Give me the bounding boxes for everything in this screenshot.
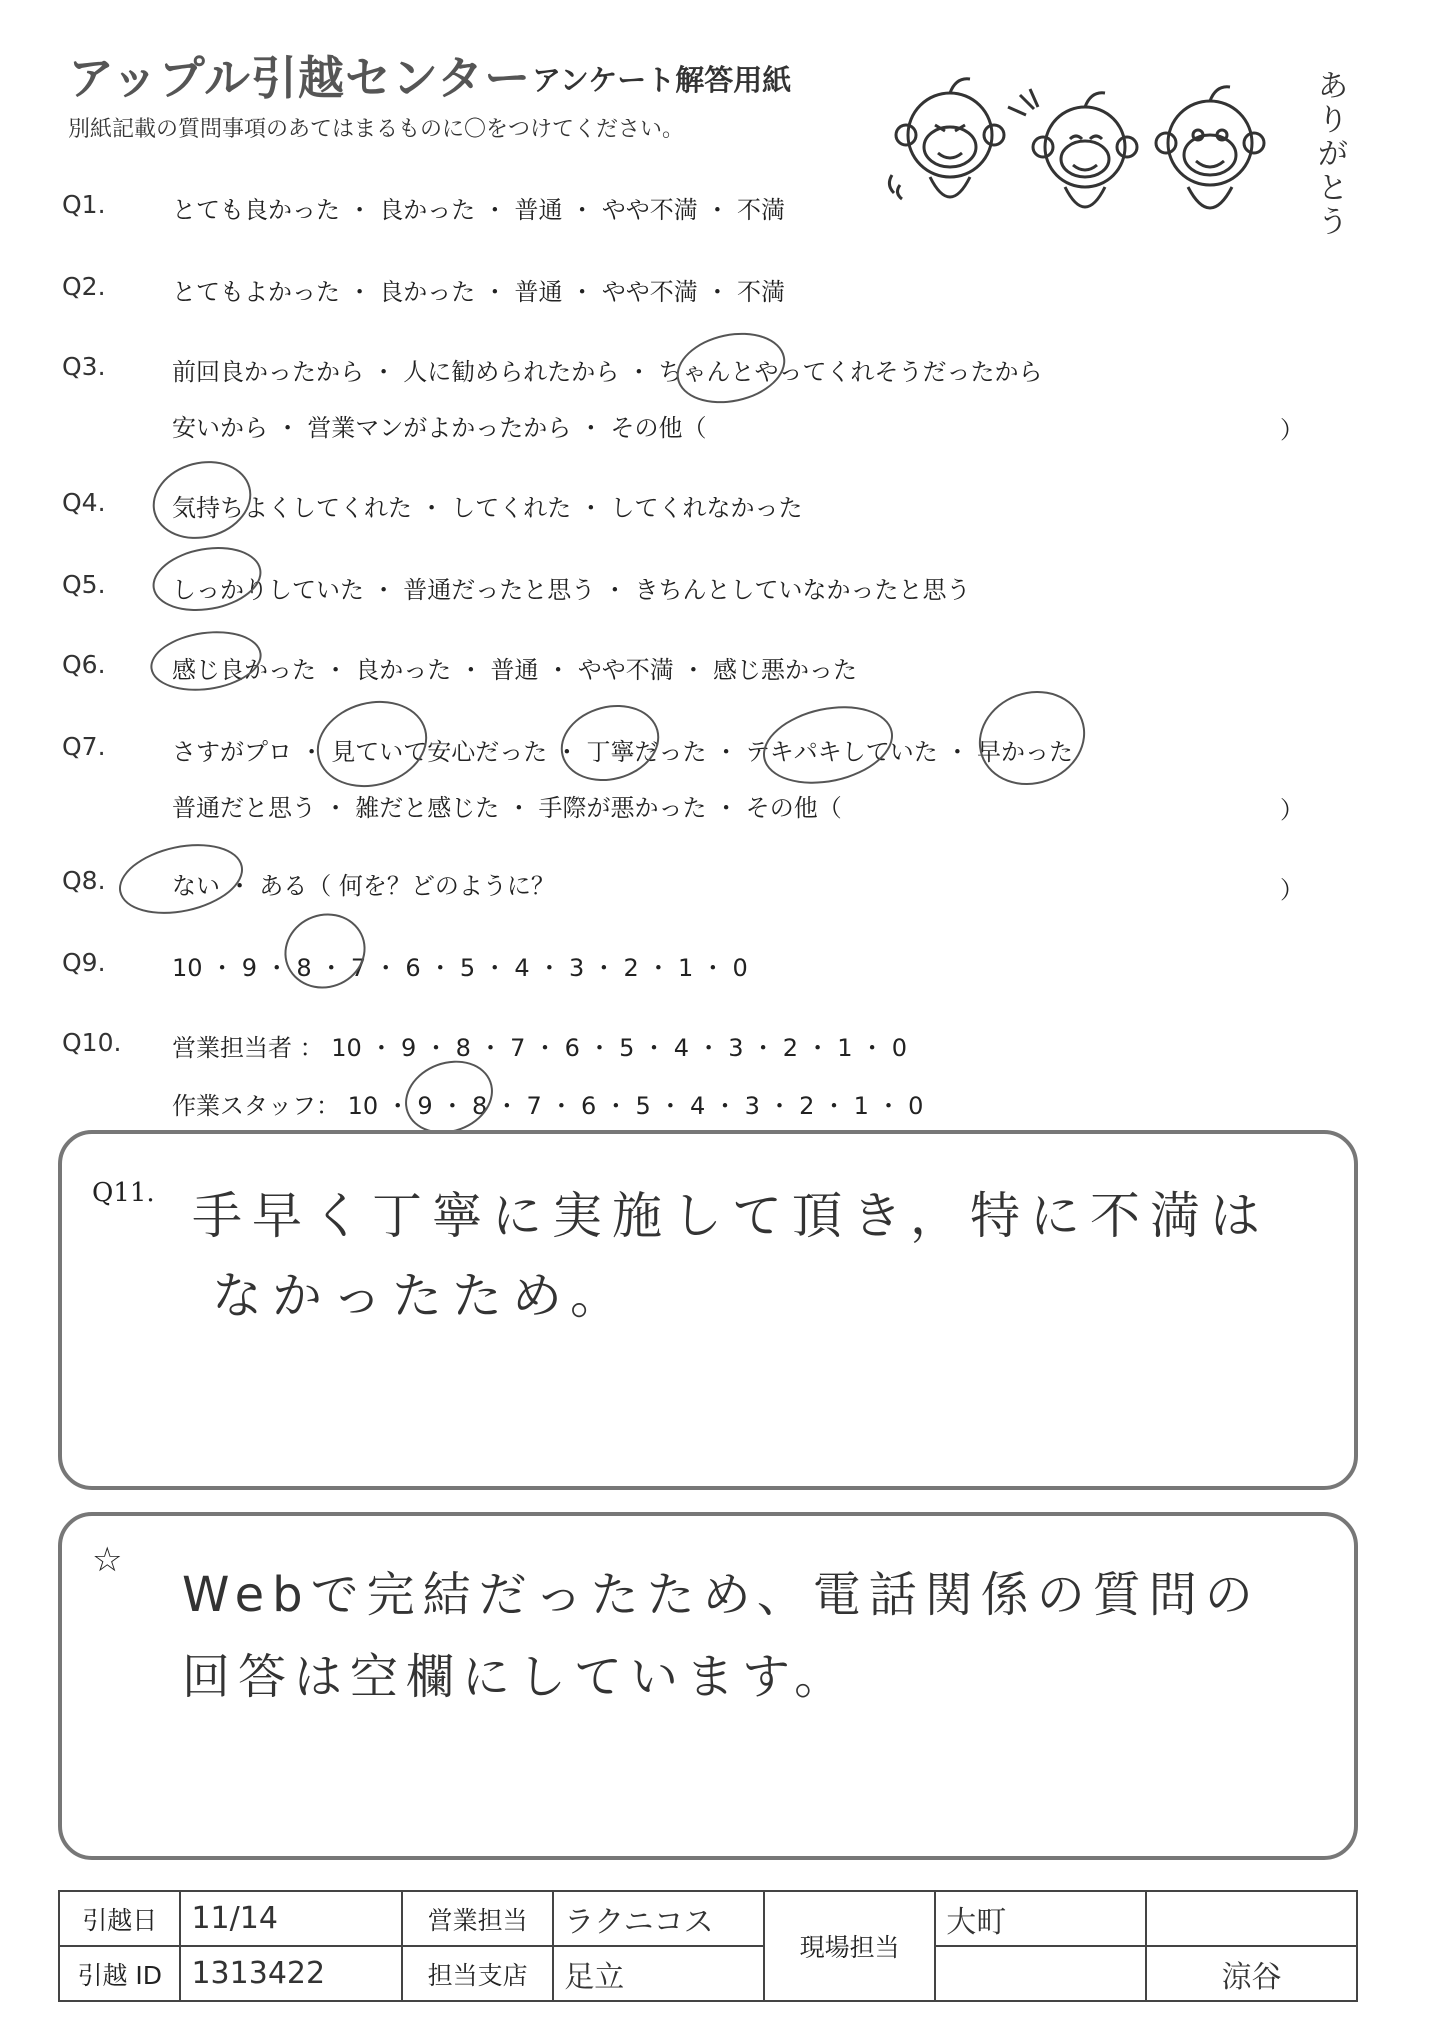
q7-close-paren: ） xyxy=(1280,796,1304,824)
note-line2: 回答は空欄にしています。 xyxy=(182,1649,851,1705)
site-staff-empty-cell-2 xyxy=(935,1946,1146,2001)
site-staff-value-2: 涼谷 xyxy=(1146,1946,1357,2001)
q9-number: Q9. xyxy=(62,948,106,977)
q4-answer-circle xyxy=(144,450,260,549)
thanks-vertical-text: ありがとう xyxy=(1318,69,1348,240)
note-line1: Webで完結だったため、電話関係の質問の xyxy=(182,1567,1261,1623)
sales-rep-label: 営業担当 xyxy=(402,1891,553,1946)
move-date-value: 11/14 xyxy=(180,1891,402,1946)
q6-options: 感じ良かった ・ 良かった ・ 普通 ・ やや不満 ・ 感じ悪かった xyxy=(172,656,858,684)
q3-options-line1: 前回良かったから ・ 人に勧められたから ・ ちゃんとやってくれそうだったから xyxy=(172,358,1043,386)
q4-options: 気持ちよくしてくれた ・ してくれた ・ してくれなかった xyxy=(172,494,803,522)
q9-scale: 10 ・ 9 ・ 8 ・ 7 ・ 6 ・ 5 ・ 4 ・ 3 ・ 2 ・ 1 ・ 0 xyxy=(172,954,748,982)
q8-options: ない ・ ある（ 何を？どのように？ xyxy=(172,872,555,900)
q6-number: Q6. xyxy=(62,650,106,679)
move-info-table xyxy=(58,1890,1358,2002)
site-staff-empty-cell xyxy=(1146,1891,1357,1946)
q5-options: しっかりしていた ・ 普通だったと思う ・ きちんとしていなかったと思う xyxy=(172,576,971,604)
branch-value: 足立 xyxy=(553,1946,764,2001)
move-id-label: 引越 ID xyxy=(59,1946,180,2001)
note-star-label: ☆ xyxy=(92,1540,123,1580)
q10-number: Q10. xyxy=(62,1028,122,1057)
q8-answer-circle xyxy=(113,834,250,925)
q3-number: Q3. xyxy=(62,352,106,381)
q2-number: Q2. xyxy=(62,272,106,301)
survey-title: アップル引越センター xyxy=(68,51,532,105)
branch-label: 担当支店 xyxy=(402,1946,553,2001)
q7-answer-circle-3 xyxy=(756,695,901,795)
q9-answer-circle xyxy=(274,902,376,1000)
q3-options-line2: 安いから ・ 営業マンがよかったから ・ その他（ xyxy=(172,414,707,442)
monkey-mascots-illustration xyxy=(880,55,1320,235)
q7-number: Q7. xyxy=(62,732,106,761)
q2-options: とてもよかった ・ 良かった ・ 普通 ・ やや不満 ・ 不満 xyxy=(172,278,786,306)
q7-answer-circle-1 xyxy=(307,689,437,799)
sales-rep-value: ラクニコス xyxy=(553,1891,764,1946)
q11-label: Q11. xyxy=(92,1178,155,1208)
q5-answer-circle xyxy=(147,539,266,619)
q10-staff-scale: 作業スタッフ： 10 ・ 9 ・ 8 ・ 7 ・ 6 ・ 5 ・ 4 ・ 3 ・ 2 ・ 1 ・ 0 xyxy=(172,1092,924,1120)
q1-number: Q1. xyxy=(62,190,106,219)
q7-options-line1: さすがプロ ・ 見ていて安心だった ・ 丁寧だった ・ テキパキしていた ・ 早かった xyxy=(172,738,1074,766)
q4-number: Q4. xyxy=(62,488,106,517)
q3-answer-circle xyxy=(670,323,792,412)
q6-answer-circle xyxy=(147,624,266,697)
note-comment-box xyxy=(58,1512,1358,1860)
q11-answer-line2: なかったため。 xyxy=(212,1267,630,1325)
site-staff-label: 現場担当 xyxy=(764,1891,935,2001)
move-id-value: 1313422 xyxy=(180,1946,402,2001)
q11-answer-line1: 手早く丁寧に実施して頂き，特に不満は xyxy=(192,1187,1270,1245)
q3-close-paren: ） xyxy=(1280,416,1304,444)
q7-options-line2: 普通だと思う ・ 雑だと感じた ・ 手際が悪かった ・ その他（ xyxy=(172,794,842,822)
q1-options: とても良かった ・ 良かった ・ 普通 ・ やや不満 ・ 不満 xyxy=(172,196,786,224)
move-date-label: 引越日 xyxy=(59,1891,180,1946)
q7-answer-circle-4 xyxy=(966,676,1099,799)
q7-answer-circle-2 xyxy=(552,694,668,791)
q5-number: Q5. xyxy=(62,570,106,599)
site-staff-value-1: 大町 xyxy=(935,1891,1146,1946)
survey-subtitle: アンケート解答用紙 xyxy=(532,63,792,97)
q10-sales-scale: 営業担当者 ： 10 ・ 9 ・ 8 ・ 7 ・ 6 ・ 5 ・ 4 ・ 3 ・ 2 ・ 1 ・ 0 xyxy=(172,1034,908,1062)
q11-comment-box xyxy=(58,1130,1358,1490)
q8-close-paren: ） xyxy=(1280,876,1304,904)
q8-number: Q8. xyxy=(62,866,106,895)
survey-instruction: 別紙記載の質問事項のあてはまるものに〇をつけてください。 xyxy=(68,117,685,142)
